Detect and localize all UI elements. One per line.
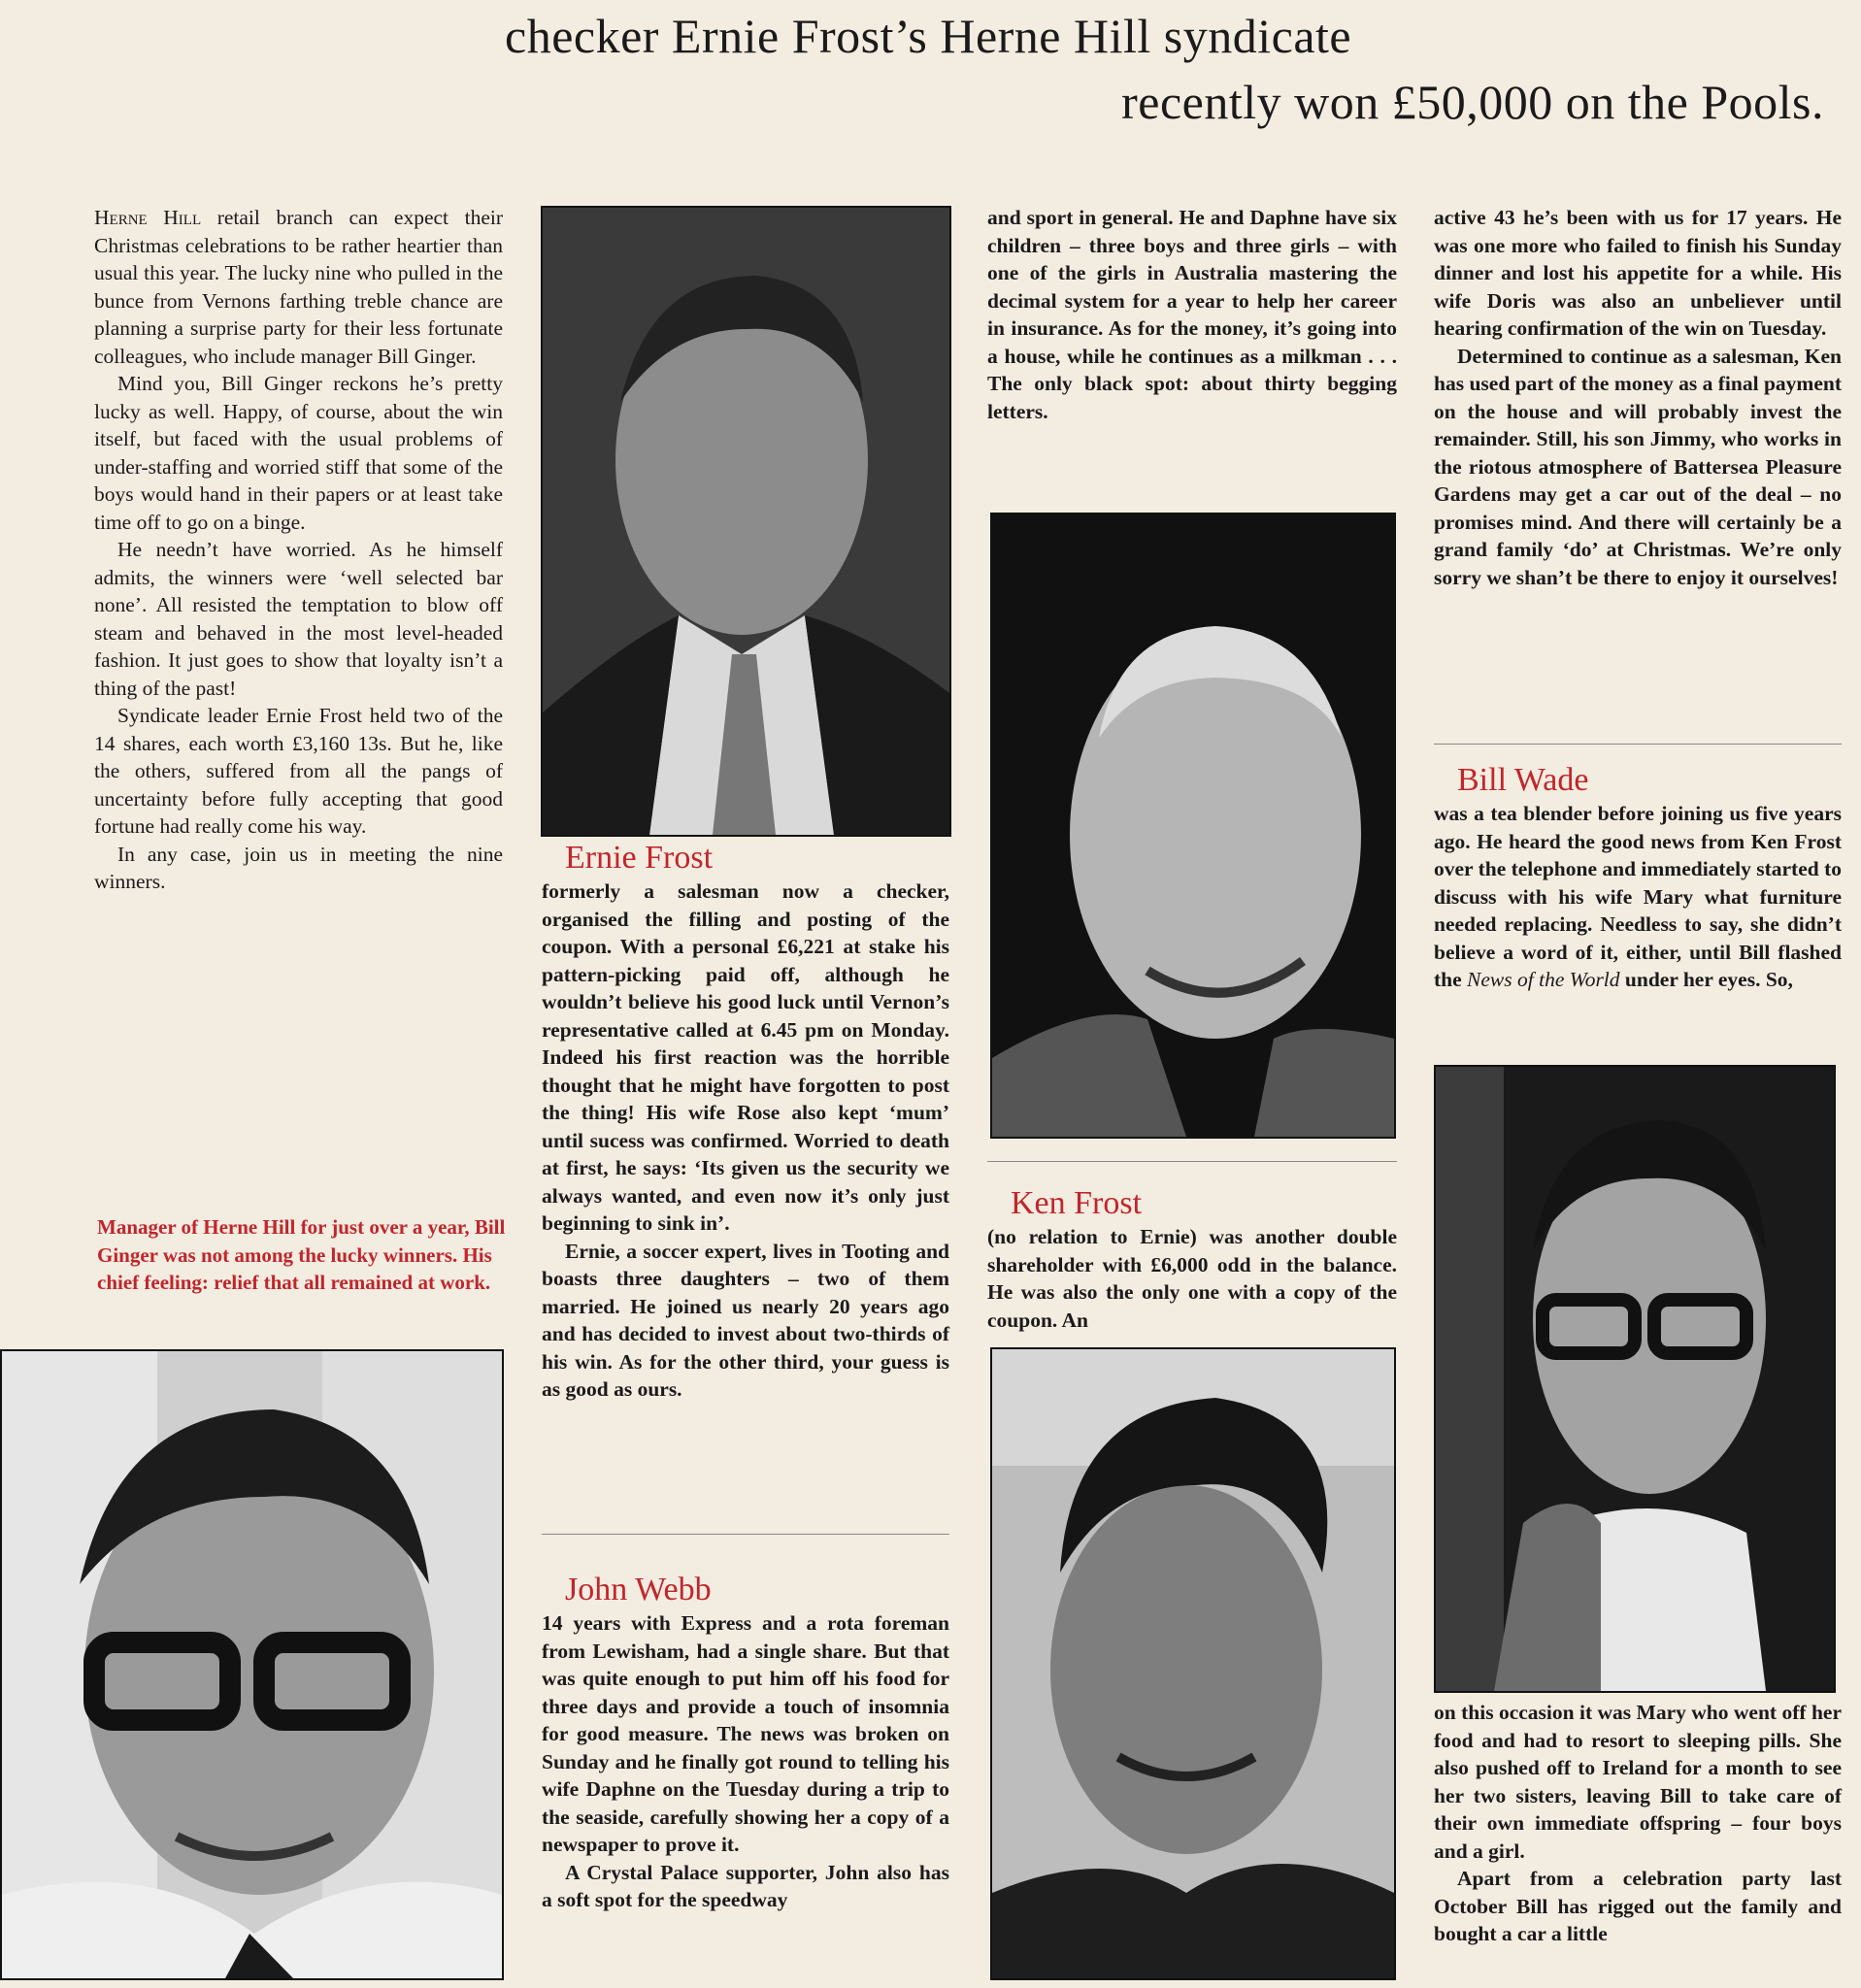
ernie-frost-article <box>542 839 949 1404</box>
headline-line-1: checker Ernie Frost’s Herne Hill syndicate <box>505 9 1352 63</box>
divider <box>987 1161 1397 1162</box>
ken-frost-article <box>987 1184 1397 1334</box>
lead-smallcaps: Herne Hill <box>94 206 202 229</box>
paragraph: He needn’t have worried. As he himself admits, the winners were ‘well selected bar none’. All resisted the temptation to blow off steam and behaved in the most level-headed fashion. It just goes to show that loyalty isn’t a thing of the past! <box>94 538 503 700</box>
paragraph: In any case, join us in meeting the nine winners. <box>94 842 503 893</box>
ken-frost-photo <box>990 513 1396 1139</box>
paragraph: and sport in general. He and Daphne have six children – three boys and three girls – with one of the girls in Australia mastering the decimal system for a year to help her career in insurance. As for the money, it’s going into a house, while he continues as a milkman . . . The only black spot: about thirty begging letters. <box>987 206 1397 423</box>
bill-ginger-caption: Manager of Herne Hill for just over a year, Bill Ginger was not among the lucky winners. His chief feeling: relief that all remained at work. <box>97 1215 506 1294</box>
portrait-image <box>2 1351 502 1978</box>
paragraph: Syndicate leader Ernie Frost held two of the 14 shares, each worth £3,160 13s. But he, like the others, suffered from all the pangs of uncertainty before fully accepting that good fortune had really come his way. <box>94 704 503 838</box>
ernie-intro: formerly a salesman now a checker, organised the filling and posting of the coupon. With a personal £6,221 at stake his pattern-picking paid off, although he wouldn’t believe his good luck until Vernon’s representative called at 6.45 pm on Monday. Indeed his first reaction was the horrible thought that he might have forgotten to post the thing! His wife Rose also kept ‘mum’ until sucess was confirmed. Worried to death at first, he says: ‘Its given us the security we always wanted, and even now it’s only just beginning to sink in’. <box>542 879 949 1235</box>
bill-wade-article <box>1434 761 1842 994</box>
divider <box>1434 744 1842 745</box>
bill-wade-continued <box>1434 1699 1842 1948</box>
intro-text-end: under her eyes. So, <box>1624 968 1793 991</box>
intro-text: was a tea blender before joining us five years ago. He heard the good news from Ken Frost over the telephone and immediately started to discuss with his wife Mary what furniture needed replacing. Needless to say, she didn’t believe a word of it, either, until Bill flashed the <box>1434 802 1842 991</box>
paragraph: Apart from a celebration party last October Bill has rigged out the family and bought a car a little <box>1434 1867 1842 1945</box>
ken-frost-continued <box>1434 204 1842 591</box>
divider <box>542 1534 949 1535</box>
bill-wade-photo <box>1434 1065 1836 1693</box>
ernie-frost-name: Ernie Frost <box>565 840 714 876</box>
bill-wade-name: Bill Wade <box>1457 762 1589 798</box>
john-webb-name: John Webb <box>565 1572 712 1607</box>
bill-wade-intro <box>1434 800 1842 994</box>
paragraph: A Crystal Palace supporter, John also has a soft spot for the speedway <box>542 1860 949 1911</box>
john-webb-article <box>542 1571 949 1914</box>
ernie-frost-photo <box>541 206 951 837</box>
paragraph: active 43 he’s been with us for 17 years. He was one more who failed to finish his Sunday dinner and lost his appetite for a while. His wife Doris was also an unbeliever until hearing confirmation of the win on Tuesday. <box>1434 206 1842 340</box>
john-webb-photo <box>990 1347 1396 1980</box>
john-intro: 14 years with Express and a rota foreman from Lewisham, had a single share. But that was quite enough to put him off his food for three days and provide a touch of insomnia for good measure. The news was broken on Sunday and he finally got round to telling his wife Daphne on the Tuesday during a trip to the seaside, carefully showing her a copy of a newspaper to prove it. <box>542 1611 949 1856</box>
intro-column <box>94 204 503 896</box>
paragraph: Determined to continue as a salesman, Ken has used part of the money as a final payment on the house and will probably invest the remainder. Still, his son Jimmy, who works in the riotous atmosphere of Battersea Pleasure Gardens may get a car out of the deal – no promises mind. And there will certainly be a grand family ‘do’ at Christmas. We’re only sorry we shan’t be there to enjoy it ourselves! <box>1434 344 1842 589</box>
portrait-image <box>992 1349 1394 1978</box>
ken-frost-name: Ken Frost <box>1011 1185 1143 1221</box>
paragraph: Ernie, a soccer expert, lives in Tooting and boasts three daughters – two of them married. He joined us nearly 20 years ago and has decided to invest about two-thirds of his win. As for the other third, your guess is as good as ours. <box>542 1239 949 1401</box>
intro-paragraph <box>94 204 503 370</box>
portrait-image <box>543 208 949 835</box>
newspaper-title: News of the World <box>1467 968 1620 991</box>
intro-text: retail branch can expect their Christmas celebrations to be rather heartier than usual this year. The lucky nine who pulled in the bunce from Vernons farthing treble chance are planning a surprise party for their less fortunate colleagues, who include manager Bill Ginger. <box>94 206 504 368</box>
paragraph: on this occasion it was Mary who went off her food and had to resort to sleeping pills. She also pushed off to Ireland for a month to see her two sisters, leaving Bill to take care of their own immediate offspring – four boys and a girl. <box>1434 1701 1842 1863</box>
ken-intro: (no relation to Ernie) was another double shareholder with £6,000 odd in the balance. He was also the only one with a copy of the coupon. An <box>987 1225 1397 1332</box>
bill-ginger-photo <box>0 1349 504 1980</box>
portrait-image <box>1436 1067 1834 1691</box>
paragraph: Mind you, Bill Ginger reckons he’s pretty lucky as well. Happy, of course, about the win itself, but faced with the usual problems of under-staffing and worried stiff that some of the boys would hand in their papers or at least take time off to go on a binge. <box>94 372 503 534</box>
john-webb-continued <box>987 204 1397 425</box>
portrait-image <box>992 514 1394 1137</box>
headline-line-2: recently won £50,000 on the Pools. <box>1121 75 1824 129</box>
